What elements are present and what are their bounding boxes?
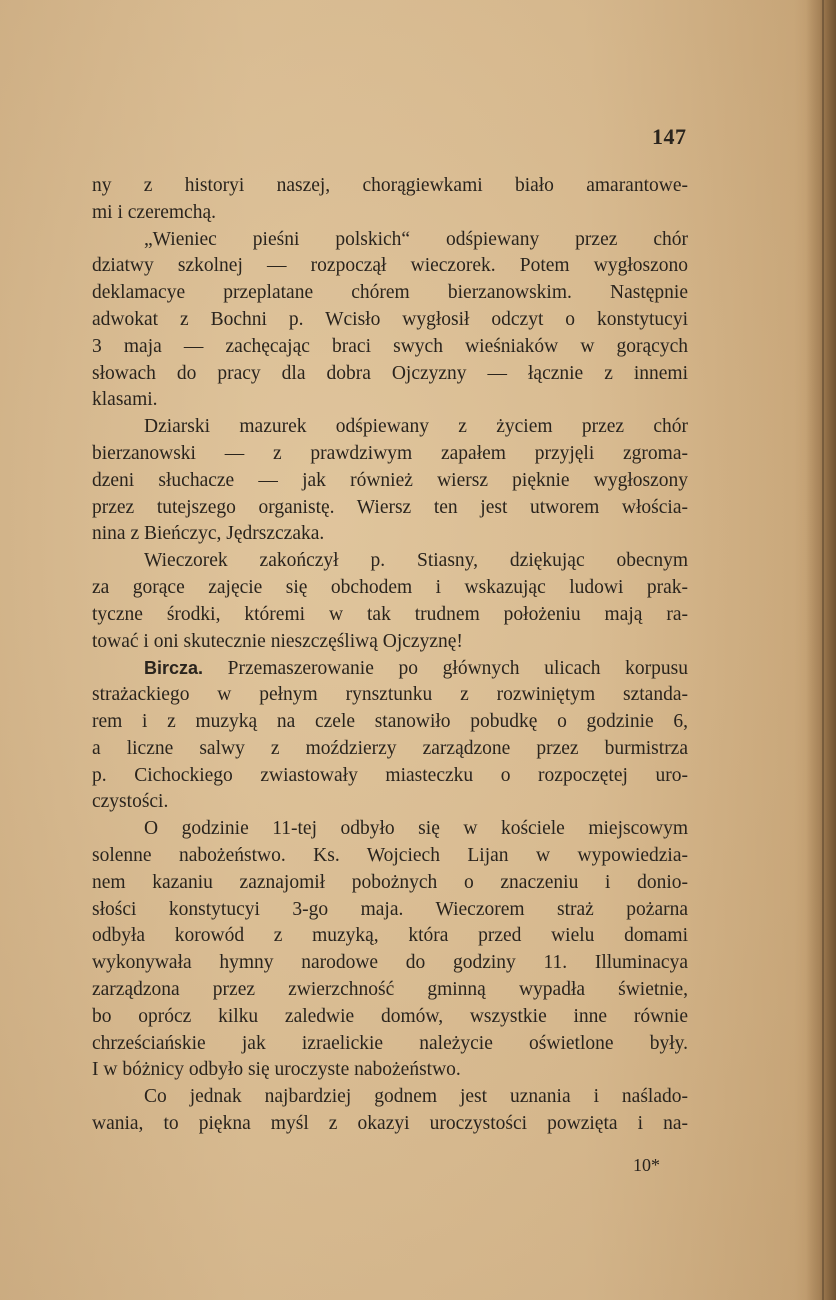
line-text: odbyła korowód z muzyką, która przed wielu domami	[92, 925, 688, 947]
line-text: słości konstytucyi 3-go maja. Wieczorem straż pożarna	[92, 898, 688, 920]
line-text: p. Cichockiego zwiastowały miasteczku o rozpoczętej uro-	[92, 764, 688, 786]
text-line	[92, 200, 688, 227]
body-text	[92, 173, 688, 1138]
line-text: wykonywała hymny narodowe do godziny 11. Illuminacya	[92, 952, 688, 974]
line-text: tować i oni skutecznie nieszczęśliwą Ojczyznę!	[92, 630, 463, 652]
text-line	[92, 709, 688, 736]
line-text: I w bóżnicy odbyło się uroczyste nabożeństwo.	[92, 1059, 461, 1081]
line-text: O godzinie 11-tej odbyło się w kościele miejscowym	[144, 818, 688, 840]
text-line	[92, 173, 688, 200]
text-line	[92, 280, 688, 307]
text-line	[92, 575, 688, 602]
text-line	[92, 950, 688, 977]
line-text: bo oprócz kilku zaledwie domów, wszystkie inne równie	[92, 1005, 688, 1027]
line-text: klasami.	[92, 389, 158, 411]
line-text: wania, to piękna myśl z okazyi uroczystości powzięta i na-	[92, 1112, 688, 1134]
text-line	[92, 843, 688, 870]
printer-signature-mark: 10*	[633, 1155, 660, 1175]
line-text: słowach do pracy dla dobra Ojczyzny — łącznie z innemi	[92, 362, 688, 384]
text-line	[92, 763, 688, 790]
text-line	[92, 495, 688, 522]
line-text: bierzanowski — z prawdziwym zapałem przyjęli zgroma-	[92, 442, 688, 464]
text-line	[92, 468, 688, 495]
text-line	[92, 870, 688, 897]
line-text: 3 maja — zachęcając braci swych wieśniaków w gorących	[92, 335, 688, 357]
line-text: „Wieniec pieśni polskich“ odśpiewany przez chór	[144, 228, 688, 250]
text-line	[92, 1057, 688, 1084]
line-text: tyczne środki, któremi w tak trudnem położeniu mają ra-	[92, 603, 688, 625]
line-text: chrześciańskie jak izraelickie należycie oświetlone były.	[92, 1032, 688, 1054]
text-line	[92, 736, 688, 763]
line-text: dziatwy szkolnej — rozpoczął wieczorek. Potem wygłoszono	[92, 255, 688, 277]
text-line	[92, 253, 688, 280]
page-number: 147	[652, 124, 687, 149]
text-line	[92, 227, 688, 254]
line-text: rem i z muzyką na czele stanowiło pobudkę o godzinie 6,	[92, 710, 688, 732]
line-text: przez tutejszego organistę. Wiersz ten jest utworem włościa-	[92, 496, 688, 518]
text-line	[92, 1031, 688, 1058]
line-text: deklamacye przeplatane chórem bierzanowskim. Następnie	[92, 282, 688, 304]
text-line	[92, 414, 688, 441]
text-line	[92, 789, 688, 816]
line-text: a liczne salwy z moździerzy zarządzone przez burmistrza	[92, 737, 688, 759]
line-text: za gorące zajęcie się obchodem i wskazując ludowi prak-	[92, 576, 688, 598]
text-line	[92, 387, 688, 414]
page-edge-shadow	[806, 0, 836, 1300]
text-line	[92, 816, 688, 843]
line-text: Dziarski mazurek odśpiewany z życiem przez chór	[144, 416, 688, 438]
line-text: zarządzona przez zwierzchność gminną wypadła świetnie,	[92, 978, 688, 1000]
line-text: Wieczorek zakończył p. Stiasny, dziękując obecnym	[144, 550, 688, 572]
line-text: Przemaszerowanie po głównych ulicach korpusu	[203, 658, 688, 680]
text-line	[92, 1111, 688, 1138]
line-text: ny z historyi naszej, chorągiewkami biało amarantowe-	[92, 175, 688, 196]
text-line	[92, 1004, 688, 1031]
line-text: adwokat z Bochni p. Wcisło wygłosił odczyt o konstytucyi	[92, 308, 688, 330]
text-line	[92, 1084, 688, 1111]
line-text: dzeni słuchacze — jak również wiersz pięknie wygłoszony	[92, 469, 688, 491]
line-text: strażackiego w pełnym rynsztunku z rozwiniętym sztanda-	[92, 684, 688, 706]
text-line	[92, 897, 688, 924]
text-line	[92, 441, 688, 468]
text-line	[92, 361, 688, 388]
line-text: solenne nabożeństwo. Ks. Wojciech Lijan w wypowiedzia-	[92, 844, 688, 866]
line-text: czystości.	[92, 791, 169, 813]
page-edge-line	[822, 0, 824, 1300]
line-text: nem kazaniu zaznajomił pobożnych o znaczeniu i donio-	[92, 871, 688, 893]
line-text: nina z Bieńczyc, Jędrszczaka.	[92, 523, 325, 545]
text-line	[92, 629, 688, 656]
text-line	[92, 977, 688, 1004]
text-line	[92, 655, 688, 682]
line-text: Co jednak najbardziej godnem jest uznania i naślado-	[144, 1086, 688, 1108]
text-line	[92, 923, 688, 950]
text-line	[92, 682, 688, 709]
text-line	[92, 521, 688, 548]
line-text: mi i czeremchą.	[92, 201, 216, 223]
text-line	[92, 334, 688, 361]
text-line	[92, 307, 688, 334]
text-line	[92, 602, 688, 629]
text-line	[92, 548, 688, 575]
place-name-heading: Bircza.	[144, 658, 204, 679]
